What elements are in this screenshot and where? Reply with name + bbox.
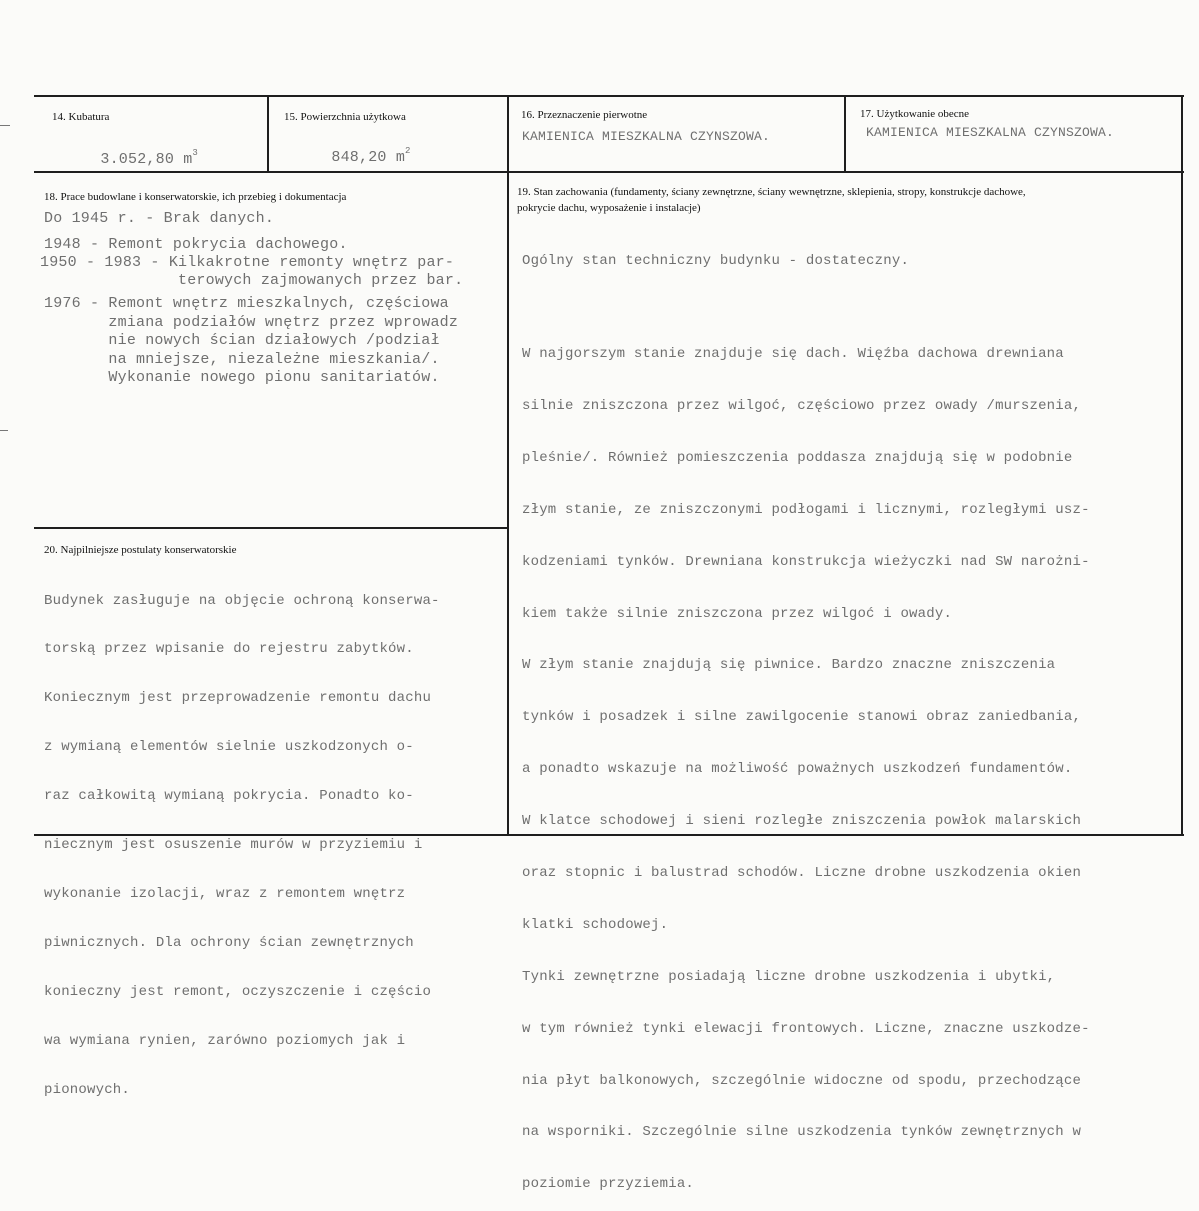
stan-line: kodzeniami tynków. Drewniana konstrukcja wieżyczki nad SW narożni-: [522, 553, 1090, 570]
powierzchnia-value: [313, 132, 411, 166]
przeznaczenie-value: KAMIENICA MIESZKALNA CZYNSZOWA.: [522, 129, 771, 144]
prace-entry-4: 1976 - Remont wnętrz mieszkalnych, częściowa zmiana podziałów wnętrz przez wprowadz nie nowych ścian działowych /podział na mniejsze, niezależne mieszkania/. Wykonanie nowego pionu sanitariatów.: [44, 295, 459, 386]
stan-line: a ponadto wskazuje na możliwość poważnych uszkodzeń fundamentów.: [522, 761, 1073, 778]
postulaty-line: wa wymiana rynien, zarówno poziomych jak i: [44, 1032, 406, 1049]
postulaty-line: niecznym jest osuszenie murów w przyziemiu i: [44, 837, 423, 854]
postulaty-line: Budynek zasługuje na objęcie ochroną konserwa-: [44, 592, 440, 609]
przeznaczenie-label: 16. Przeznaczenie pierwotne: [521, 109, 648, 121]
stan-line: oraz stopnic i balustrad schodów. Liczne drobne uszkodzenia okien: [522, 864, 1082, 881]
postulaty-line: wykonanie izolacji, wraz z remontem wnętrz: [44, 885, 406, 902]
stan-line: poziomie przyziemia.: [522, 1176, 695, 1193]
postulaty-line: konieczny jest remont, oczyszczenie i częścio: [44, 983, 432, 1000]
stan-line: nia płyt balkonowych, szczególnie widoczne od spodu, przechodzące: [522, 1072, 1082, 1089]
postulaty-line: torską przez wpisanie do rejestru zabytków.: [44, 641, 414, 658]
stan-line: na wsporniki. Szczególnie silne uszkodzenia tynków zewnętrznych w: [522, 1124, 1082, 1141]
stan-line: W najgorszym stanie znajduje się dach. Więźba dachowa drewniana: [522, 346, 1064, 363]
stan-line: silnie zniszczona przez wilgoć, częściowo przez owady /murszenia,: [522, 397, 1082, 414]
row-divider-2: [34, 527, 509, 529]
stan-line: Tynki zewnętrzne posiadają liczne drobne uszkodzenia i ubytki,: [522, 968, 1056, 985]
postulaty-text: [44, 560, 440, 1114]
prace-entry-1: Do 1945 r. - Brak danych.: [44, 210, 275, 227]
prace-entry-3: 1950 - 1983 - Kilkakrotne remonty wnętrz par- terowych zajmowanych przez bar.: [40, 254, 464, 289]
uzytkowanie-value: KAMIENICA MIESZKALNA CZYNSZOWA.: [866, 125, 1115, 140]
stan-line: złym stanie, ze zniszczonymi podłogami i licznymi, rozległymi usz-: [522, 501, 1090, 518]
form-top-border: [34, 95, 1184, 97]
col-divider-2: [507, 95, 509, 834]
margin-mark-bottom: [0, 430, 8, 431]
postulaty-line: pionowych.: [44, 1081, 131, 1098]
stan-line: tynków i posadzek i silne zawilgocenie stanowi obraz zaniedbania,: [522, 709, 1082, 726]
postulaty-line: z wymianą elementów sielnie uszkodzonych o-: [44, 739, 414, 756]
stan-line: klatki schodowej.: [522, 916, 669, 933]
stan-line: kiem także silnie zniszczona przez wilgoć i owady.: [522, 605, 953, 622]
right-border: [1181, 95, 1183, 834]
powierzchnia-number: 848,20 m: [331, 149, 406, 166]
kubatura-number: 3.052,80 m: [100, 151, 193, 168]
stan-label: 19. Stan zachowania (fundamenty, ściany zewnętrzne, ściany wewnętrzne, sklepienia, stropy, konstrukcje dachowe, pokrycie dachu, wyposażenie i instalacje): [517, 186, 1026, 214]
stan-line: pleśnie/. Również pomieszczenia poddasza znajdują się w podobnie: [522, 449, 1073, 466]
postulaty-line: Koniecznym jest przeprowadzenie remontu dachu: [44, 690, 432, 707]
stan-text: [522, 218, 1090, 1211]
row-divider-1: [34, 171, 1184, 173]
postulaty-label: 20. Najpilniejsze postulaty konserwatorskie: [44, 544, 237, 556]
powierzchnia-unit-exponent: 2: [405, 146, 411, 156]
col-divider-1: [267, 95, 269, 171]
kubatura-label: 14. Kubatura: [52, 111, 110, 123]
margin-mark-top: [0, 125, 10, 126]
stan-line: W klatce schodowej i sieni rozległe zniszczenia powłok malarskich: [522, 813, 1082, 830]
kubatura-unit-exponent: 3: [192, 148, 199, 158]
prace-label: 18. Prace budowlane i konserwatorskie, ich przebieg i dokumentacja: [44, 191, 347, 203]
powierzchnia-label: 15. Powierzchnia użytkowa: [284, 111, 406, 123]
uzytkowanie-label: 17. Użytkowanie obecne: [860, 108, 970, 120]
stan-line: W złym stanie znajdują się piwnice. Bardzo znaczne zniszczenia: [522, 657, 1056, 674]
stan-line: [522, 304, 1090, 311]
prace-entry-2: 1948 - Remont pokrycia dachowego.: [44, 236, 348, 253]
postulaty-line: piwnicznych. Dla ochrony ścian zewnętrznych: [44, 934, 414, 951]
col-divider-3: [844, 95, 846, 171]
kubatura-value: [82, 134, 198, 168]
stan-line: Ogólny stan techniczny budynku - dostateczny.: [522, 252, 910, 269]
stan-line: w tym również tynki elewacji frontowych. Liczne, znaczne uszkodze-: [522, 1020, 1090, 1037]
postulaty-line: raz całkowitą wymianą pokrycia. Ponadto ko-: [44, 788, 414, 805]
